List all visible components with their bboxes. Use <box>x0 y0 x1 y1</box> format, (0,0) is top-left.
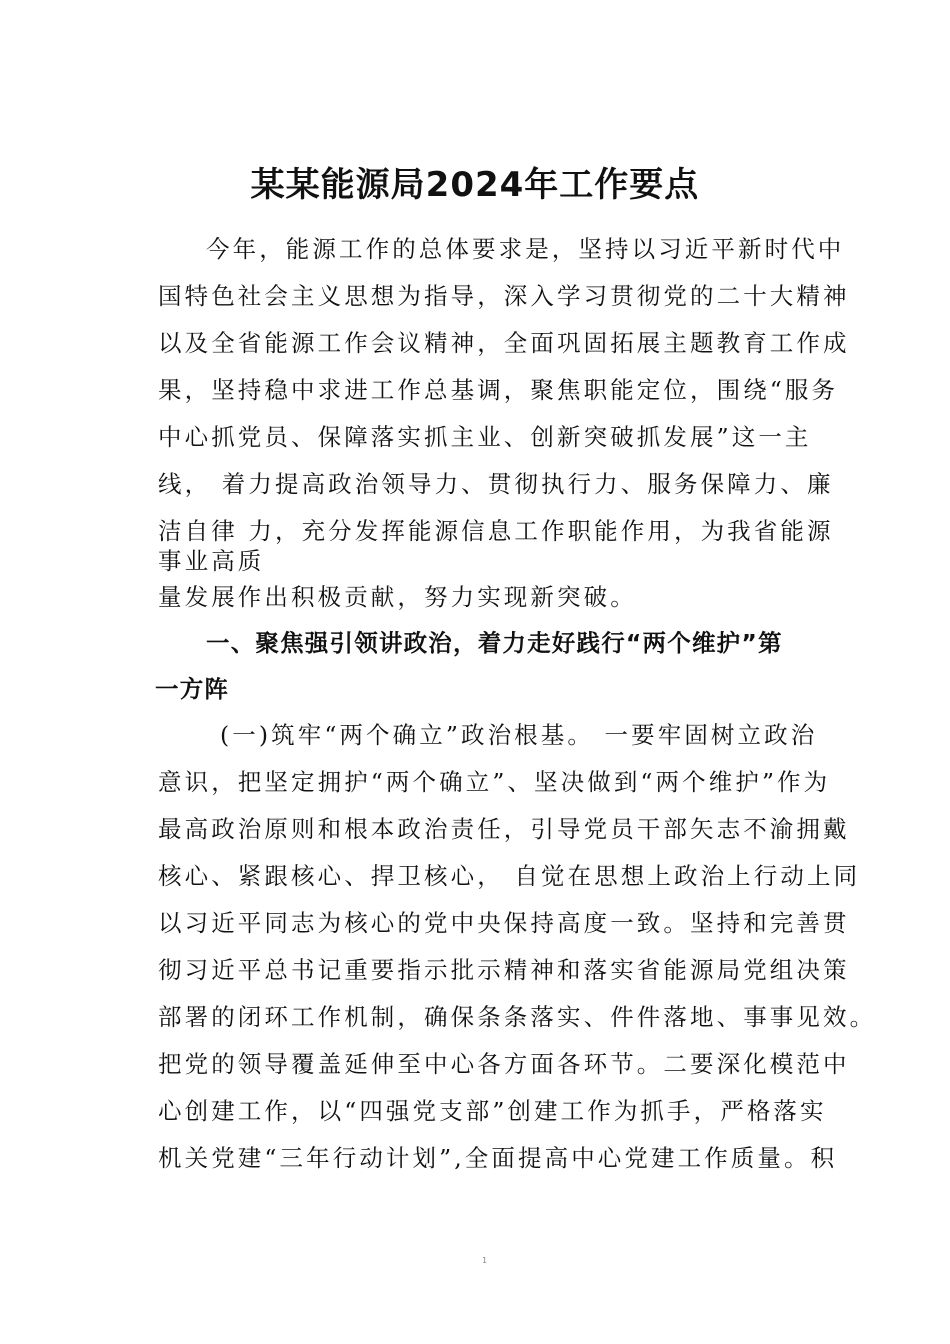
section-heading: 一、聚焦强引领讲政治，着力走好践行“两个维护”第 <box>206 629 783 657</box>
subsection-line: 以习近平同志为核心的党中央保持高度一致。坚持和完善贯 <box>158 909 850 937</box>
intro-line: 中心抓党员、保障落实抓主业、创新突破抓发展”这一主 <box>158 423 812 451</box>
intro-line: 果，坚持稳中求进工作总基调，聚焦职能定位，围绕“服务 <box>158 376 839 404</box>
subsection-line: 最高政治原则和根本政治责任，引导党员干部矢志不渝拥戴 <box>158 815 850 843</box>
page-number: 1 <box>482 1256 488 1265</box>
subsection-line: 部署的闭环工作机制，确保条条落实、件件落地、事事见效。 <box>158 1003 877 1031</box>
intro-line: 洁自律 力，充分发挥能源信息工作职能作用，为我省能源 <box>158 517 834 545</box>
intro-line: 今年，能源工作的总体要求是，坚持以习近平新时代中 <box>206 235 845 263</box>
intro-line: 国特色社会主义思想为指导，深入学习贯彻党的二十大精神 <box>158 282 850 310</box>
subsection-line: 机关党建“三年行动计划”,全面提高中心党建工作质量。积 <box>158 1144 838 1172</box>
intro-line: 以及全省能源工作会议精神，全面巩固拓展主题教育工作成 <box>158 329 850 357</box>
intro-line: 线， 着力提高政治领导力、贯彻执行力、服务保障力、廉 <box>158 470 834 498</box>
subsection-line: 把党的领导覆盖延伸至中心各方面各环节。二要深化模范中 <box>158 1050 850 1078</box>
intro-line: 量发展作出积极贡献，努力实现新突破。 <box>158 583 637 611</box>
subsection-line: 核心、紧跟核心、捍卫核心， 自觉在思想上政治上行动上同 <box>158 862 861 890</box>
subsection-line: 彻习近平总书记重要指示批示精神和落实省能源局党组决策 <box>158 956 850 984</box>
document-title: 某某能源局2024年工作要点 <box>250 165 700 205</box>
intro-line: 事业高质 <box>158 547 265 575</box>
subsection-line: (一)筑牢“两个确立”政治根基。 一要牢固树立政治 <box>220 721 818 749</box>
subsection-line: 意识，把坚定拥护“两个确立”、坚决做到“两个维护”作为 <box>158 768 831 796</box>
subsection-line: 心创建工作，以“四强党支部”创建工作为抓手，严格落实 <box>158 1097 827 1125</box>
section-heading-continued: 一方阵 <box>155 675 230 703</box>
